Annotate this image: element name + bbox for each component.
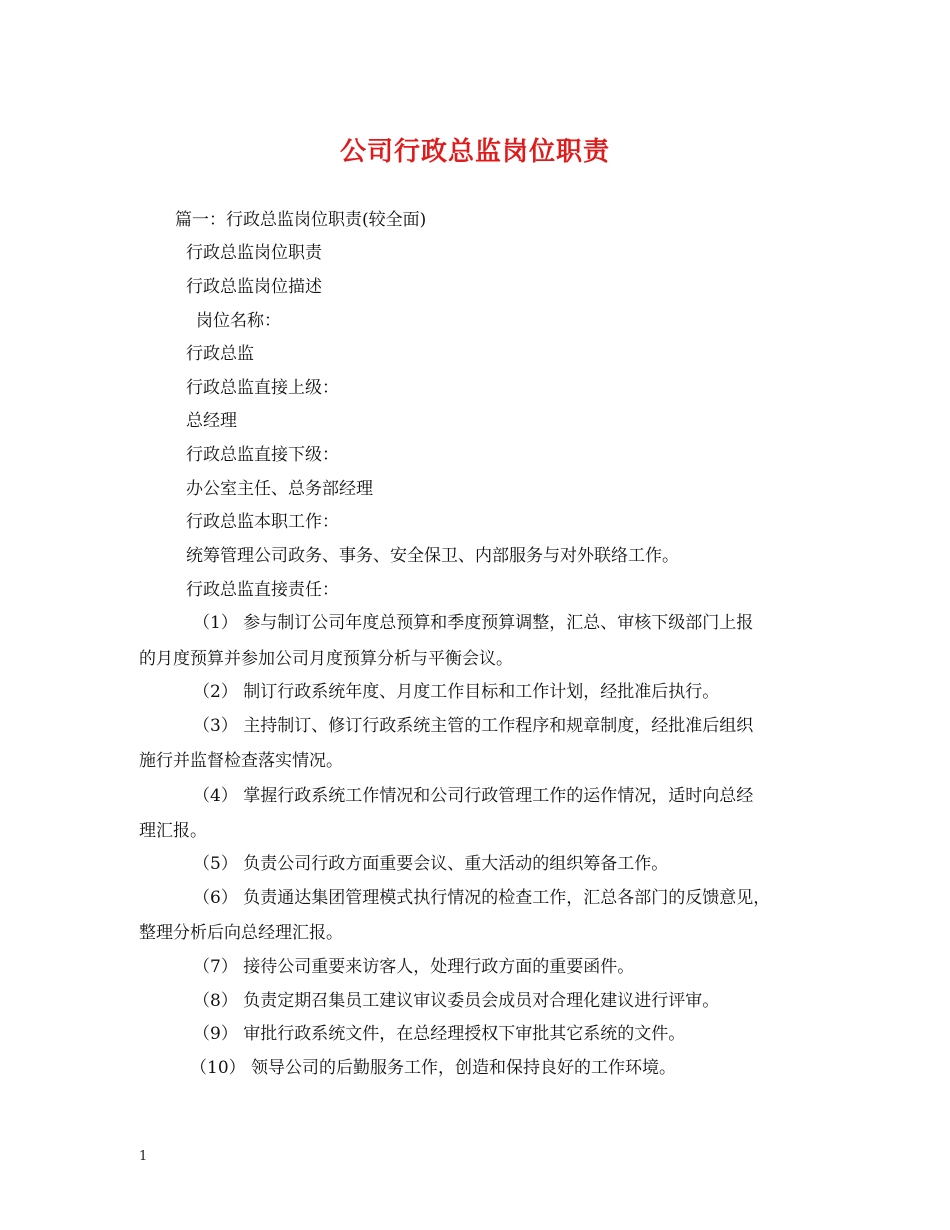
duty-item-1-line-1: （1） 参与制订公司年度总预算和季度预算调整，汇总、审核下级部门上报 bbox=[193, 613, 754, 633]
label-main-work: 行政总监本职工作： bbox=[186, 512, 339, 532]
label-position-name: 岗位名称： bbox=[196, 311, 281, 331]
subheading-description: 行政总监岗位描述 bbox=[186, 277, 322, 297]
label-direct-subordinate: 行政总监直接下级： bbox=[186, 445, 339, 465]
label-direct-superior: 行政总监直接上级： bbox=[186, 378, 339, 398]
section-heading: 篇一：行政总监岗位职责(较全面) bbox=[175, 210, 427, 230]
duty-item-4-line-1: （4） 掌握行政系统工作情况和公司行政管理工作的运作情况，适时向总经 bbox=[193, 786, 754, 806]
duty-item-8: （8） 负责定期召集员工建议审议委员会成员对合理化建议进行评审。 bbox=[193, 991, 720, 1011]
subheading-duties: 行政总监岗位职责 bbox=[186, 243, 322, 263]
duty-item-3-line-1: （3） 主持制订、修订行政系统主管的工作程序和规章制度，经批准后组织 bbox=[193, 716, 754, 736]
duty-item-1-line-2: 的月度预算并参加公司月度预算分析与平衡会议。 bbox=[139, 649, 513, 669]
page-number: 1 bbox=[139, 1149, 148, 1164]
duty-item-3-line-2: 施行并监督检查落实情况。 bbox=[139, 751, 343, 771]
value-position-name: 行政总监 bbox=[186, 344, 254, 364]
value-direct-superior: 总经理 bbox=[186, 411, 237, 431]
duty-item-6-line-2: 整理分析后向总经理汇报。 bbox=[139, 923, 343, 943]
duty-item-2: （2） 制订行政系统年度、月度工作目标和工作计划，经批准后执行。 bbox=[193, 682, 720, 702]
document-title: 公司行政总监岗位职责 bbox=[339, 137, 610, 167]
duty-item-6-line-1: （6） 负责通达集团管理模式执行情况的检查工作，汇总各部门的反馈意见， bbox=[193, 888, 771, 908]
duty-item-10: （10） 领导公司的后勤服务工作，创造和保持良好的工作环境。 bbox=[190, 1058, 677, 1078]
value-direct-subordinate: 办公室主任、总务部经理 bbox=[186, 479, 373, 499]
duty-item-9: （9） 审批行政系统文件，在总经理授权下审批其它系统的文件。 bbox=[193, 1024, 686, 1044]
duty-item-5: （5） 负责公司行政方面重要会议、重大活动的组织筹备工作。 bbox=[193, 854, 669, 874]
value-main-work: 统筹管理公司政务、事务、安全保卫、内部服务与对外联络工作。 bbox=[186, 546, 679, 566]
duty-item-4-line-2: 理汇报。 bbox=[139, 821, 207, 841]
duty-item-7: （7） 接待公司重要来访客人，处理行政方面的重要函件。 bbox=[193, 957, 635, 977]
label-direct-responsibilities: 行政总监直接责任： bbox=[186, 580, 339, 600]
